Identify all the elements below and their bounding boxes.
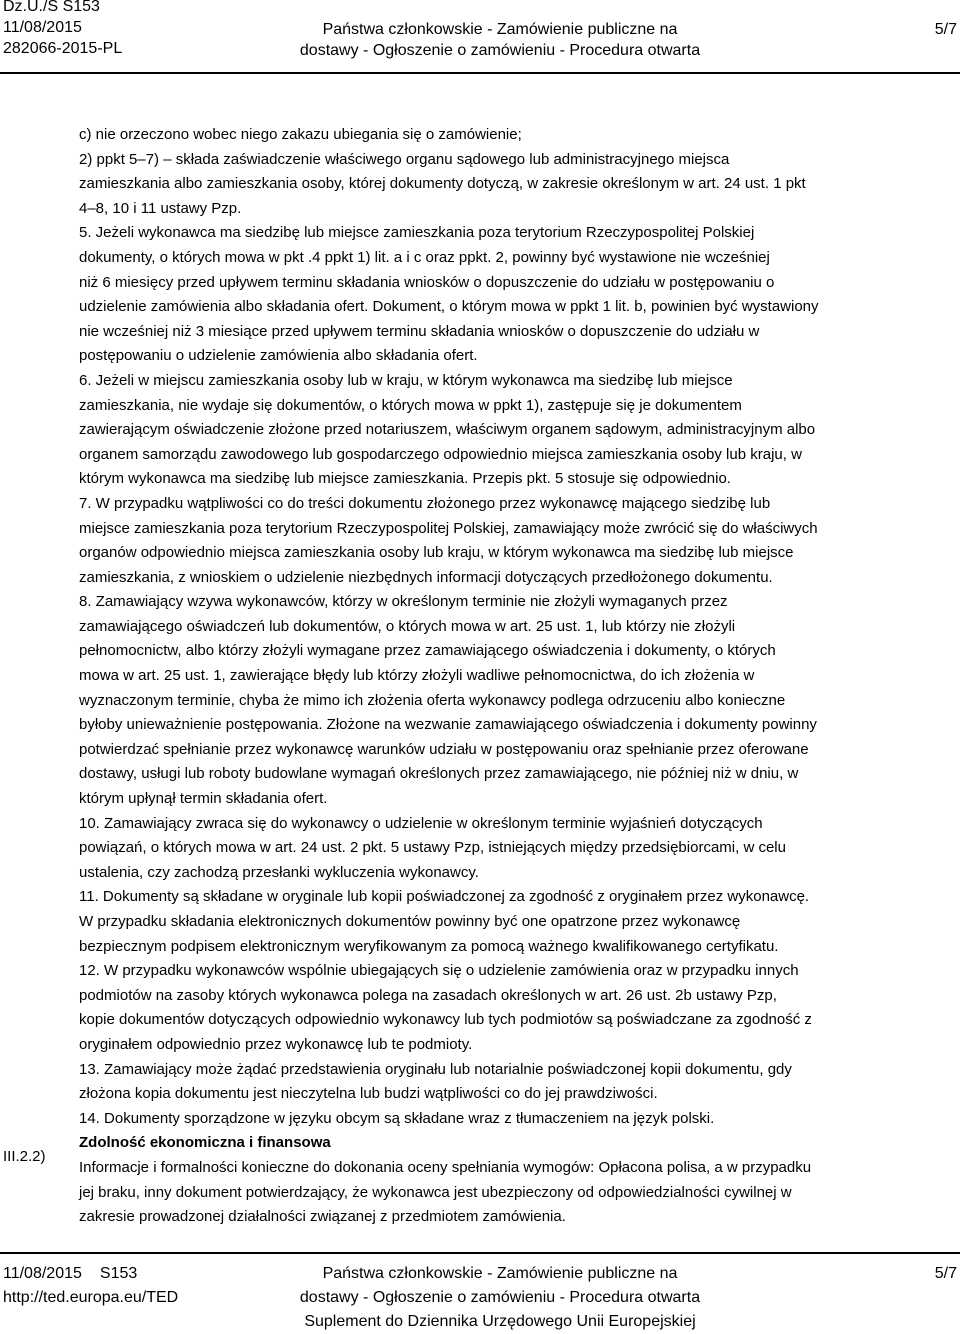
header-page-number: 5/7: [934, 21, 957, 38]
body-paragraph-13: 13. Zamawiający może żądać przedstawienia oryginału lub notarialnie poświadczonej kopii dokumentu, gdy złożona kopia dokumentu jest nieczytelna lub budzi wątpliwości co do jej prawdziwości.: [79, 1060, 792, 1103]
footer-title-line-3: Suplement do Dziennika Urzędowego Unii Europejskiej: [304, 1313, 696, 1330]
page-header: [0, 0, 960, 72]
body-paragraph-10: 10. Zamawiający zwraca się do wykonawcy o udzielenie w określonym terminie wyjaśnień dotyczących powiązań, o których mowa w art. 24 ust. 2 pkt. 5 ustawy Pzp, istniejących między przedsiębiorcami, w celu ustalenia, czy zachodzą przesłanki wykluczenia wykonawcy.: [79, 814, 786, 881]
page-footer: [0, 1262, 960, 1334]
footer-url[interactable]: http://ted.europa.eu/TED: [3, 1289, 179, 1306]
body-paragraph-12: 12. W przypadku wykonawców wspólnie ubiegających się o udzielenie zamówienia oraz w przypadku innych podmiotów na zasoby których wykonawca polega na zasadach określonych w art. 26 ust. 2b ustawy Pzp, kopie dokumentów dotyczących odpowiednio wykonawcy lub tych podmiotów są poświadczane za zgodność z oryginałem odpowiednio przez wykonawcę lub te podmioty.: [79, 962, 812, 1053]
header-journal-ref: Dz.U./S S153: [3, 0, 100, 15]
footer-issue: S153: [99, 1265, 138, 1282]
body-paragraph-6: 6. Jeżeli w miejscu zamieszkania osoby lub w kraju, w którym wykonawca ma siedzibę lub miejsce zamieszkania, nie wydaje się dokumentów, o których mowa w ppkt 1), zastępuje się je dokumentem zawierającym oświadczenie złożone przed notariuszem, właściwym organem sądowym, administracyjnym albo organem samorządu zawodowego lub gospodarczego odpowiednio miejsca zamieszkania osoby lub kraju, w którym wykonawca ma siedzibę lub miejsce zamieszkania. Przepis pkt. 5 stosuje się odpowiednio.: [79, 371, 816, 488]
body-paragraph-7: 7. W przypadku wątpliwości co do treści dokumentu złożonego przez wykonawcę mającego siedzibę lub miejsce zamieszkania poza terytorium Rzeczypospolitej Polskiej, zamawiający może zwrócić się do właściwych organów odpowiednio miejsca zamieszkania osoby lub kraju, w którym wykonawca ma siedzibę lub miejsce zamieszkania, z wnioskiem o udzielenie niezbędnych informacji dotyczących przedłożonego dokumentu.: [79, 494, 818, 586]
header-divider: [0, 72, 960, 74]
body-paragraph-11: 11. Dokumenty są składane w oryginale lub kopii poświadczonej za zgodność z oryginałem przez wykonawcę. W przypadku składania elektronicznych dokumentów powinny być one opatrzone przez wykonawcę bezpiecznym podpisem elektronicznym weryfikowanym za pomocą ważnego kwalifikowanego certyfikatu.: [79, 888, 810, 955]
header-date: 11/08/2015: [3, 19, 82, 36]
footer-date: 11/08/2015: [3, 1265, 82, 1282]
body-paragraph-8: 8. Zamawiający wzywa wykonawców, którzy w określonym terminie nie złożyli wymaganych przez zamawiającego oświadczeń lub dokumentów, o których mowa w art. 25 ust. 1, lub którzy nie złożyli pełnomocnictw, albo którzy złożyli wymagane przez zamawiającego oświadczenia i dokumenty, o których mowa w art. 25 ust. 1, zawierające błędy lub którzy złożyli wadliwe pełnomocnictwa, do ich złożenia w wyznaczonym terminie, chyba że mimo ich złożenia oferta wykonawcy podlega odrzuceniu albo konieczne byłoby unieważnienie postępowania. Złożone na wezwanie zamawiającego oświadczenia i dokumenty powinny potwierdzać spełnianie przez wykonawcę warunków udziału w postępowaniu oraz spełnianie przez oferowane dostawy, usługi lub roboty budowlane wymagań określonych przez zamawiającego, nie później niż w dniu, w którym upłynął termin składania ofert.: [79, 593, 817, 808]
header-notice-id: 282066-2015-PL: [3, 40, 123, 57]
header-title: [0, 19, 960, 61]
footer-title: [0, 1262, 960, 1334]
body-paragraph-1: c) nie orzeczono wobec niego zakazu ubiegania się o zamówienie; 2) ppkt 5–7) – składa zaświadczenie właściwego organu sądowego lub administracyjnego miejsca zamieszkania albo zamieszkania osoby, której dokumenty dotyczą, w zakresie określonym w art. 24 ust. 1 pkt 4–8, 10 i 11 ustawy Pzp.: [79, 126, 806, 217]
footer-title-line-1: Państwa członkowskie - Zamówienie publiczne na: [322, 1265, 678, 1282]
section-number: III.2.2): [3, 1148, 46, 1165]
header-title-line-2: dostawy - Ogłoszenie o zamówieniu - Procedura otwarta: [299, 42, 701, 59]
section-text: Informacje i formalności konieczne do dokonania oceny spełniania wymogów: Opłacona polisa, a w przypadku jej braku, inny dokument potwierdzający, że wykonawca jest ubezpieczony od odpowiedzialności cywilnej w zakresie prowadzonej działalności związanej z przedmiotem zamówienia.: [79, 1158, 812, 1226]
footer-divider: [0, 1252, 960, 1254]
header-title-line-1: Państwa członkowskie - Zamówienie publiczne na: [322, 21, 678, 38]
document-body: [79, 123, 947, 1230]
footer-page-number: 5/7: [934, 1265, 957, 1282]
footer-title-line-2: dostawy - Ogłoszenie o zamówieniu - Procedura otwarta: [299, 1289, 701, 1306]
body-paragraph-5: 5. Jeżeli wykonawca ma siedzibę lub miejsce zamieszkania poza terytorium Rzeczypospolitej Polskiej dokumenty, o których mowa w pkt .4 ppkt 1) lit. a i c oraz ppkt. 2, powinny być wystawione nie wcześniej niż 6 miesięcy przed upływem terminu składania wniosków o dopuszczenie do udziału w postępowaniu o udzielenie zamówienia albo składania ofert. Dokument, o którym mowa w ppkt 1 lit. b, powinien być wystawiony nie wcześniej niż 3 miesiące przed upływem terminu składania wniosków o dopuszczenie do udziału w postępowaniu o udzielenie zamówienia albo składania ofert.: [79, 224, 819, 365]
section-title: Zdolność ekonomiczna i finansowa: [79, 1134, 331, 1152]
body-paragraph-14: 14. Dokumenty sporządzone w języku obcym są składane wraz z tłumaczeniem na język polski.: [79, 1109, 715, 1127]
